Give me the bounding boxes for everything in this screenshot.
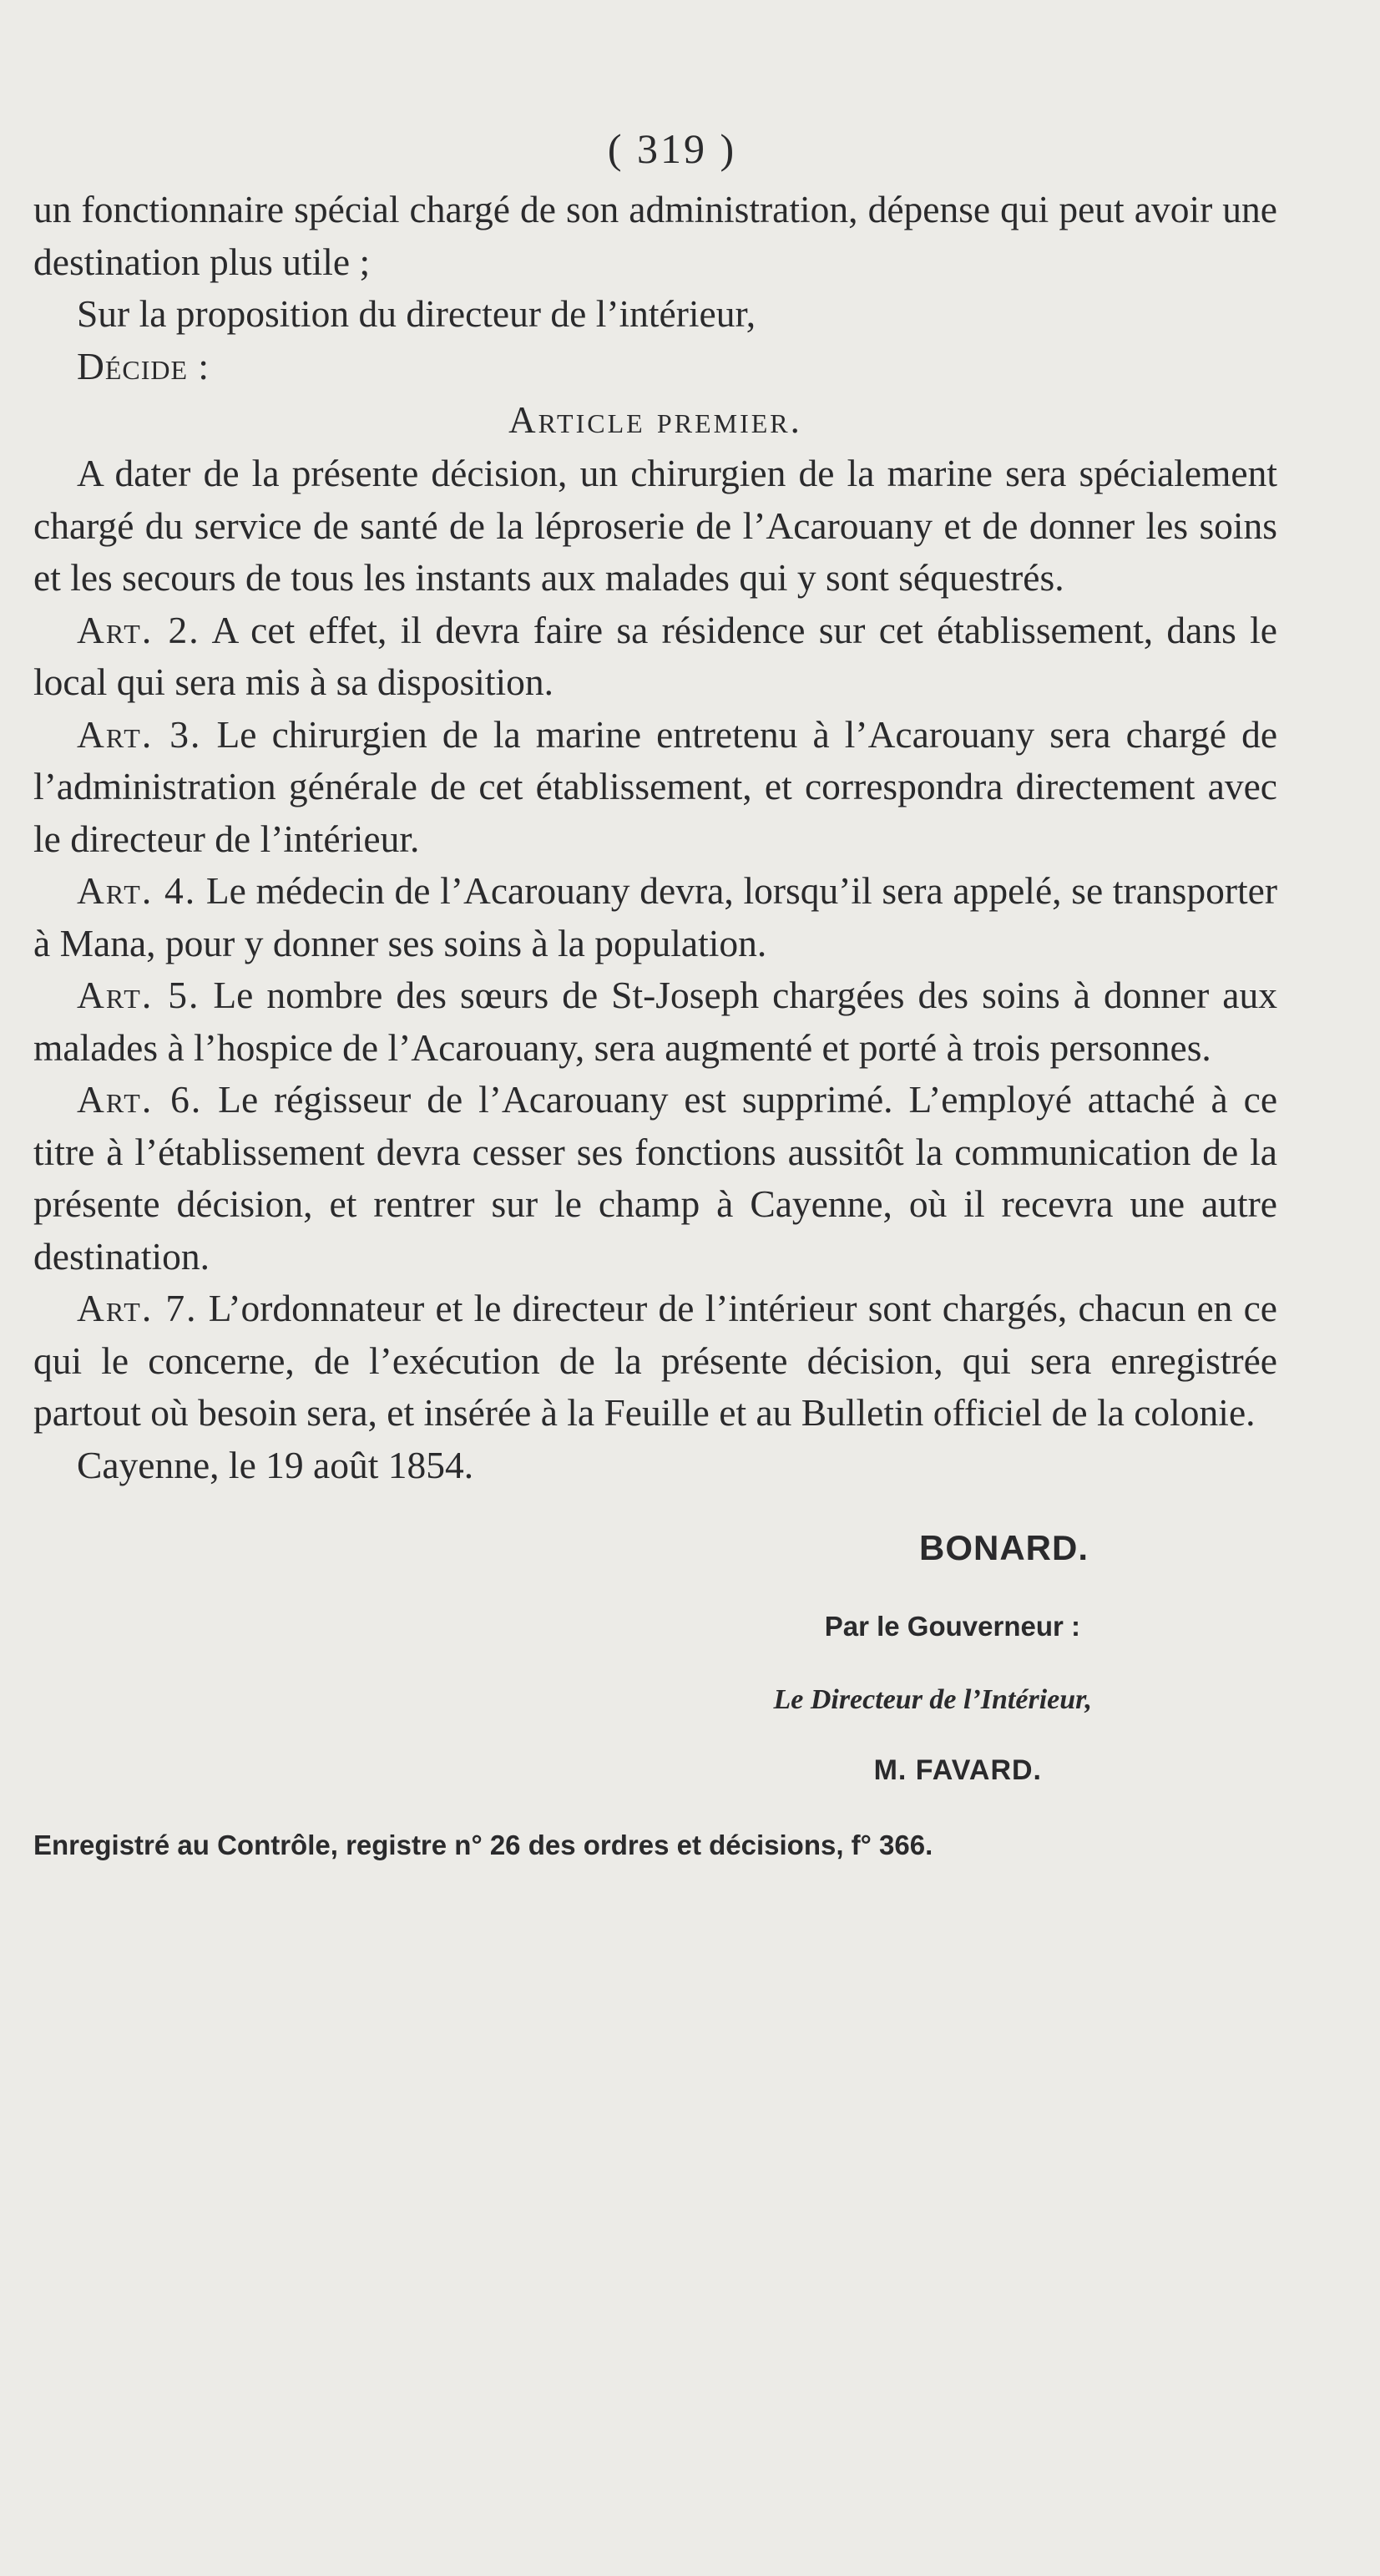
article-2-text: A cet effet, il devra faire sa résidence sur cet établissement, dans le local qui sera mis à sa disposition. [33, 608, 1278, 703]
favard-signature: M. FAVARD. [873, 1754, 1042, 1786]
article-1-text: A dater de la présente décision, un chirurgien de la marine sera spécialement chargé du service de santé de la léproserie de l’Acarouany et de donner les soins et les secours de tous les instants aux malades qui y sont séquestrés. [33, 452, 1277, 599]
paragraph-proposition: Sur la proposition du directeur de l’intérieur, [77, 292, 756, 335]
article-4-label: Art. 4. [77, 869, 197, 912]
article-5-text: Le nombre des sœurs de St-Joseph chargées des soins à donner aux malades à l’hospice de l’Acarouany, sera augmenté et porté à trois personnes. [33, 974, 1277, 1069]
article-4 [33, 865, 1277, 969]
article-2-label: Art. 2. [77, 608, 200, 651]
article-6-label: Art. 6. [77, 1078, 203, 1121]
document-body [33, 184, 1277, 1491]
article-5-label: Art. 5. [77, 974, 200, 1016]
article-heading: Article premier. [508, 399, 802, 441]
par-le-gouverneur: Par le Gouverneur : [824, 1611, 1080, 1642]
article-5 [33, 969, 1277, 1074]
article-6 [33, 1074, 1277, 1283]
paragraph-intro: un fonctionnaire spécial chargé de son administration, dépense qui peut avoir une destination plus utile ; [33, 188, 1277, 283]
article-2 [33, 605, 1277, 709]
article-3 [33, 709, 1277, 866]
governor-signature: BONARD. [919, 1528, 1089, 1567]
registration-note: Enregistré au Contrôle, registre n° 26 des ordres et décisions, f° 366. [33, 1830, 933, 1860]
article-7-label: Art. 7. [77, 1287, 198, 1329]
article-7-text: L’ordonnateur et le directeur de l’intérieur sont chargés, chacun en ce qui le concerne, de l’exécution de la présente décision, qui sera enregistrée partout où besoin sera, et insérée à la Feuille et au Bulletin officiel de la colonie. [33, 1287, 1278, 1434]
document-page [33, 125, 1277, 1864]
article-7 [33, 1283, 1277, 1440]
page-number: ( 319 ) [607, 125, 737, 172]
directeur-title: Le Directeur de l’Intérieur, [773, 1684, 1092, 1715]
article-4-text: Le médecin de l’Acarouany devra, lorsqu’il sera appelé, se transporter à Mana, pour y donner ses soins à la population. [33, 869, 1278, 964]
article-3-label: Art. 3. [77, 712, 202, 756]
article-6-text: Le régisseur de l’Acarouany est supprimé. L’employé attaché à ce titre à l’établissement devra cesser ses fonctions aussitôt la communication de la présente décision, et rentrer sur le champ à Cayenne, où il recevra une autre destination. [33, 1078, 1278, 1278]
article-3-text: Le chirurgien de la marine entretenu à l’Acarouany sera chargé de l’administration générale de cet établissement, et correspondra directement avec le directeur de l’intérieur. [33, 712, 1278, 860]
decide-label: Décide : [77, 344, 210, 387]
date-line: Cayenne, le 19 août 1854. [77, 1443, 474, 1486]
